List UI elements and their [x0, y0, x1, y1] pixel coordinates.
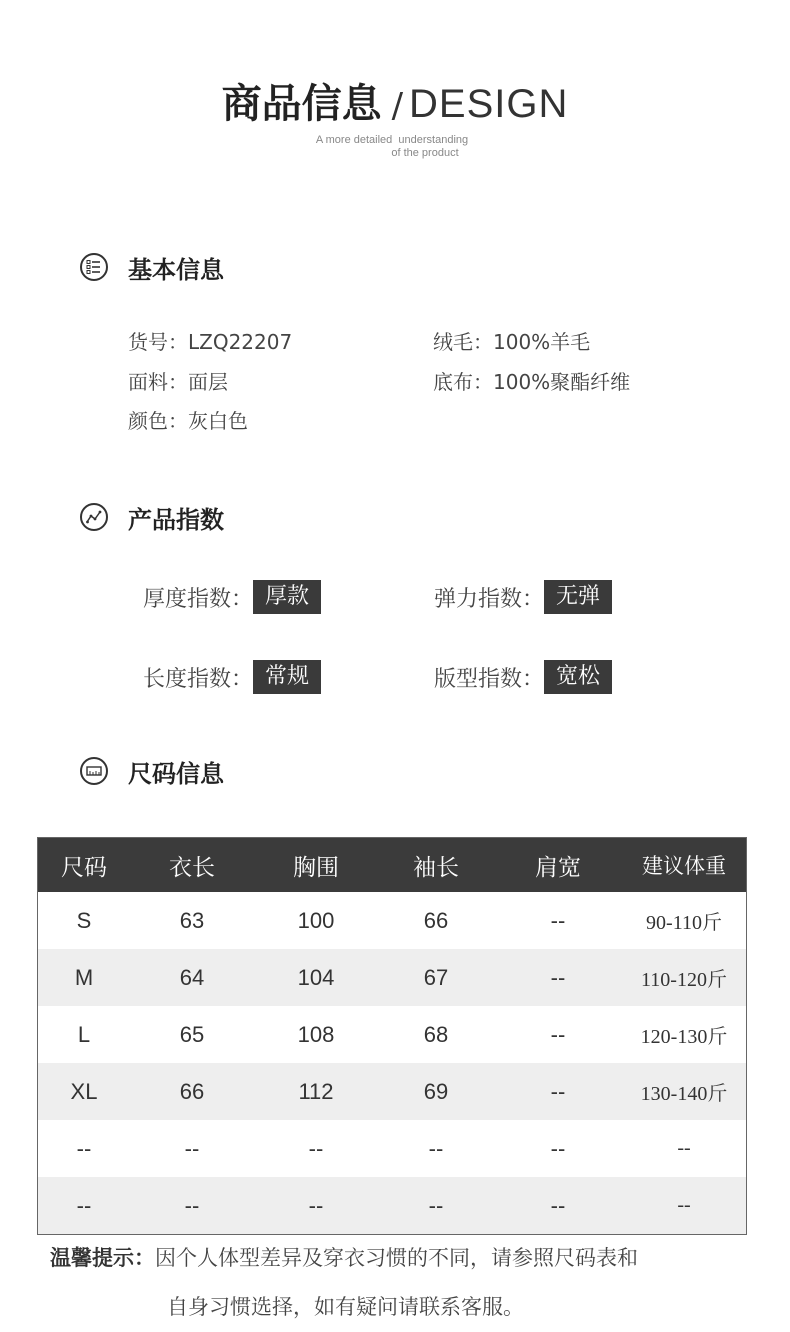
tip-note	[50, 1234, 638, 1332]
index-item	[143, 660, 321, 694]
index-label: 版型指数：	[434, 666, 545, 692]
page-subtitle	[0, 134, 790, 160]
table-cell: --	[494, 949, 622, 1006]
basic-info-title: 基本信息	[128, 255, 224, 284]
table-cell: --	[130, 1177, 254, 1234]
tip-line-2: 自身习惯选择，如有疑问请联系客服。	[167, 1295, 524, 1319]
page-title	[0, 72, 790, 129]
table-cell: 66	[423, 907, 449, 933]
table-cell: 104	[254, 949, 378, 1006]
info-value: 面层	[188, 370, 228, 394]
index-tag: 厚款	[253, 580, 321, 614]
table-cell: 66	[130, 1063, 254, 1120]
table-cell: 120-130斤	[640, 1026, 728, 1048]
table-cell: 64	[130, 949, 254, 1006]
info-label: 颜色：	[128, 409, 188, 433]
table-cell: --	[378, 1177, 494, 1234]
product-index-header	[80, 501, 224, 533]
info-label: 货号：	[128, 330, 188, 354]
table-cell: --	[76, 1135, 92, 1161]
info-item	[128, 366, 228, 395]
table-cell: --	[550, 1135, 566, 1161]
index-item	[434, 580, 612, 614]
index-tag: 宽松	[544, 660, 612, 694]
table-cell: 110-120斤	[622, 949, 746, 1006]
title-cn: 商品信息	[221, 81, 382, 127]
table-cell: --	[677, 1137, 691, 1159]
table-cell: --	[550, 1021, 566, 1047]
table-cell: XL	[38, 1063, 130, 1120]
table-cell: 100	[297, 907, 335, 933]
trend-icon	[80, 503, 108, 531]
index-label: 弹力指数：	[434, 586, 545, 612]
column-header: 胸围	[254, 838, 378, 892]
table-cell: --	[622, 1177, 746, 1234]
info-value: 灰白色	[188, 409, 248, 433]
info-label: 面料：	[128, 370, 188, 394]
table-cell: 112	[254, 1063, 378, 1120]
table-cell: --	[184, 1135, 200, 1161]
table-row	[38, 1177, 746, 1234]
index-label: 长度指数：	[143, 666, 254, 692]
info-value: 100%聚酯纤维	[493, 370, 631, 394]
list-icon	[80, 253, 108, 281]
info-item	[128, 405, 248, 434]
table-cell: 90-110斤	[646, 912, 722, 934]
column-header: 衣长	[130, 838, 254, 892]
index-item	[143, 580, 321, 614]
column-header: 建议体重	[622, 838, 746, 892]
tip-line-1: 因个人体型差异及穿衣习惯的不同，请参照尺码表和	[155, 1246, 638, 1270]
size-table	[37, 837, 747, 1235]
size-info-header	[80, 755, 224, 787]
info-item	[128, 326, 292, 355]
table-cell: 130-140斤	[622, 1063, 746, 1120]
table-cell: --	[550, 907, 566, 933]
title-slash: /	[391, 86, 404, 126]
table-cell: --	[494, 1177, 622, 1234]
table-row	[38, 1120, 746, 1177]
column-header: 袖长	[378, 838, 494, 892]
info-item	[433, 326, 590, 355]
info-value: 100%羊毛	[493, 330, 591, 354]
tip-label: 温馨提示：	[50, 1246, 155, 1270]
table-cell: 68	[423, 1021, 449, 1047]
table-cell: M	[38, 949, 130, 1006]
table-cell: 108	[297, 1021, 335, 1047]
info-item	[433, 366, 630, 395]
table-cell: --	[428, 1135, 444, 1161]
table-row	[38, 1006, 746, 1063]
basic-info-header	[80, 251, 224, 283]
info-value: LZQ22207	[188, 330, 293, 354]
table-cell: 63	[179, 907, 205, 933]
info-label: 绒毛：	[433, 330, 493, 354]
table-cell: 65	[179, 1021, 205, 1047]
product-index-title: 产品指数	[128, 505, 224, 534]
table-row	[38, 1063, 746, 1120]
subtitle-line-1: A more detailed understanding	[315, 134, 469, 146]
index-tag: 无弹	[544, 580, 612, 614]
table-row	[38, 892, 746, 949]
index-item	[434, 660, 612, 694]
table-cell: --	[38, 1177, 130, 1234]
index-tag: 常规	[253, 660, 321, 694]
size-info-title: 尺码信息	[128, 759, 224, 788]
table-cell: L	[77, 1021, 91, 1047]
table-cell: --	[494, 1063, 622, 1120]
info-label: 底布：	[433, 370, 493, 394]
table-cell: --	[308, 1135, 324, 1161]
table-cell: 69	[378, 1063, 494, 1120]
title-en: DESIGN	[409, 82, 569, 126]
ruler-icon	[80, 757, 108, 785]
subtitle-line-2: of the product	[391, 147, 459, 159]
table-cell: 67	[378, 949, 494, 1006]
column-header: 尺码	[38, 838, 130, 892]
table-row	[38, 949, 746, 1006]
table-header-row	[38, 838, 746, 892]
column-header: 肩宽	[494, 838, 622, 892]
table-cell: S	[76, 907, 92, 933]
index-label: 厚度指数：	[143, 586, 254, 612]
table-cell: --	[254, 1177, 378, 1234]
